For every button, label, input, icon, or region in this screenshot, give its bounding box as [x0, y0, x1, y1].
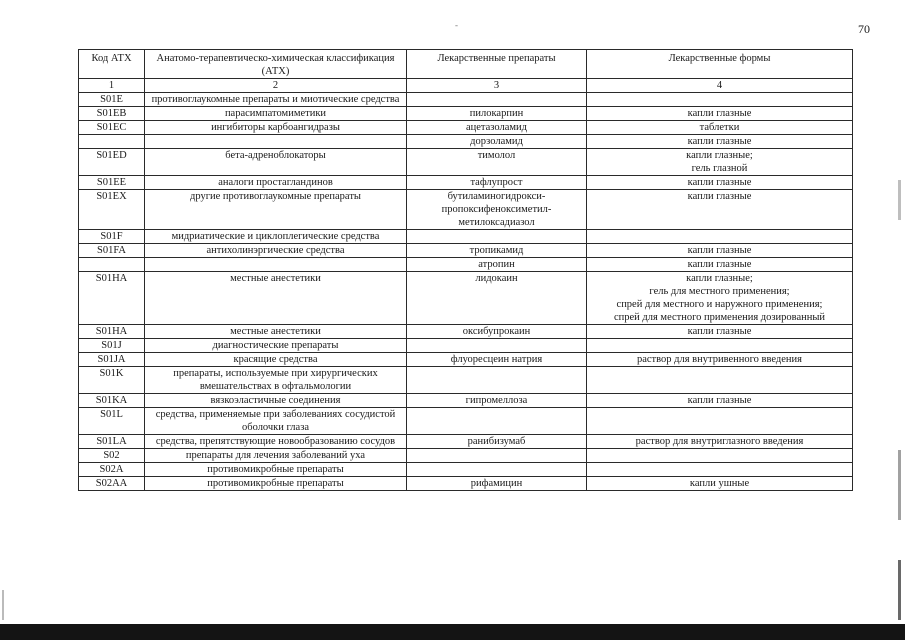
cell-atx-classification: противомикробные препараты	[145, 463, 407, 477]
cell-dosage-form: капли глазные	[587, 190, 853, 230]
cell-atx-code: S01EX	[79, 190, 145, 230]
table-row	[79, 121, 853, 135]
page-number: 70	[858, 22, 870, 36]
cell-atx-code: S01ED	[79, 149, 145, 176]
cell-atx-code: S01FA	[79, 244, 145, 258]
table-body	[79, 93, 853, 491]
cell-dosage-form	[587, 339, 853, 353]
cell-atx-code: S01JA	[79, 353, 145, 367]
cell-atx-classification: местные анестетики	[145, 272, 407, 325]
cell-drug: дорзоламид	[407, 135, 587, 149]
cell-drug: оксибупрокаин	[407, 325, 587, 339]
cell-dosage-form: капли глазные	[587, 394, 853, 408]
header-drugs: Лекарственные препараты	[407, 50, 587, 79]
cell-atx-code: S01L	[79, 408, 145, 435]
scan-edge-mark	[898, 180, 901, 220]
cell-drug: гипромеллоза	[407, 394, 587, 408]
cell-atx-code: S01HA	[79, 272, 145, 325]
table-header-row	[79, 50, 853, 79]
header-dosage-forms: Лекарственные формы	[587, 50, 853, 79]
cell-dosage-form: капли глазные	[587, 107, 853, 121]
table-row	[79, 435, 853, 449]
table-row	[79, 149, 853, 176]
table-row	[79, 176, 853, 190]
table-row	[79, 339, 853, 353]
cell-dosage-form: раствор для внутривенного введения	[587, 353, 853, 367]
cell-atx-classification: другие противоглаукомные препараты	[145, 190, 407, 230]
table-row	[79, 107, 853, 121]
scan-edge-mark	[898, 560, 901, 620]
cell-atx-code	[79, 258, 145, 272]
scan-speck	[2, 590, 4, 620]
cell-atx-classification: противоглаукомные препараты и миотические средства	[145, 93, 407, 107]
cell-drug: ранибизумаб	[407, 435, 587, 449]
cell-drug	[407, 93, 587, 107]
cell-atx-classification: парасимпатомиметики	[145, 107, 407, 121]
cell-dosage-form: капли глазные; гель глазной	[587, 149, 853, 176]
table-row	[79, 463, 853, 477]
table-row	[79, 353, 853, 367]
column-number: 3	[407, 79, 587, 93]
cell-atx-code: S02AA	[79, 477, 145, 491]
cell-drug: лидокаин	[407, 272, 587, 325]
table-row	[79, 325, 853, 339]
cell-dosage-form: капли глазные	[587, 244, 853, 258]
table-row	[79, 408, 853, 435]
cell-dosage-form	[587, 463, 853, 477]
table-row	[79, 477, 853, 491]
cell-drug: тафлупрост	[407, 176, 587, 190]
cell-atx-classification	[145, 258, 407, 272]
cell-dosage-form	[587, 93, 853, 107]
cell-dosage-form	[587, 367, 853, 394]
cell-dosage-form: капли ушные	[587, 477, 853, 491]
header-atx-code: Код АТХ	[79, 50, 145, 79]
cell-drug	[407, 463, 587, 477]
cell-drug: бутиламиногидрокси- пропоксифеноксиметил- метилоксадиазол	[407, 190, 587, 230]
cell-dosage-form: капли глазные	[587, 135, 853, 149]
cell-dosage-form	[587, 408, 853, 435]
cell-atx-code: S01F	[79, 230, 145, 244]
table-row	[79, 244, 853, 258]
cell-drug: тропикамид	[407, 244, 587, 258]
cell-drug: пилокарпин	[407, 107, 587, 121]
cell-atx-classification: диагностические препараты	[145, 339, 407, 353]
cell-dosage-form	[587, 230, 853, 244]
table-row	[79, 449, 853, 463]
table-row	[79, 190, 853, 230]
cell-dosage-form: капли глазные	[587, 258, 853, 272]
cell-atx-classification: вязкоэластичные соединения	[145, 394, 407, 408]
table-row	[79, 135, 853, 149]
cell-atx-classification: средства, препятствующие новообразованию сосудов	[145, 435, 407, 449]
atx-table	[78, 49, 853, 491]
cell-dosage-form: раствор для внутриглазного введения	[587, 435, 853, 449]
cell-atx-code: S01EC	[79, 121, 145, 135]
cell-drug: атропин	[407, 258, 587, 272]
cell-atx-classification: аналоги простагландинов	[145, 176, 407, 190]
cell-atx-classification: красящие средства	[145, 353, 407, 367]
scan-edge-mark	[898, 450, 901, 520]
cell-drug: рифамицин	[407, 477, 587, 491]
cell-atx-code: S01J	[79, 339, 145, 353]
cell-drug	[407, 408, 587, 435]
cell-atx-code: S01KA	[79, 394, 145, 408]
cell-atx-classification: средства, применяемые при заболеваниях сосудистой оболочки глаза	[145, 408, 407, 435]
cell-atx-classification: ингибиторы карбоангидразы	[145, 121, 407, 135]
cell-drug	[407, 367, 587, 394]
cell-drug	[407, 230, 587, 244]
cell-atx-classification: антихолинэргические средства	[145, 244, 407, 258]
header-atx-classification: Анатомо-терапевтическо-химическая классификация (АТХ)	[145, 50, 407, 79]
scan-bottom-band	[0, 624, 905, 640]
cell-dosage-form: таблетки	[587, 121, 853, 135]
column-number-row	[79, 79, 853, 93]
cell-drug: тимолол	[407, 149, 587, 176]
table-row	[79, 258, 853, 272]
table-row	[79, 394, 853, 408]
cell-atx-classification: препараты, используемые при хирургических вмешательствах в офтальмологии	[145, 367, 407, 394]
cell-atx-code: S01K	[79, 367, 145, 394]
cell-drug: ацетазоламид	[407, 121, 587, 135]
cell-atx-classification: препараты для лечения заболеваний уха	[145, 449, 407, 463]
cell-drug	[407, 339, 587, 353]
cell-atx-classification: бета-адреноблокаторы	[145, 149, 407, 176]
table-row	[79, 93, 853, 107]
cell-atx-classification: мидриатические и циклоплегические средства	[145, 230, 407, 244]
cell-atx-classification: местные анестетики	[145, 325, 407, 339]
cell-atx-code: S01EE	[79, 176, 145, 190]
column-number: 1	[79, 79, 145, 93]
cell-dosage-form: капли глазные	[587, 176, 853, 190]
cell-atx-code: S01EB	[79, 107, 145, 121]
column-number: 4	[587, 79, 853, 93]
table-row	[79, 230, 853, 244]
cell-atx-code: S02	[79, 449, 145, 463]
cell-atx-classification: противомикробные препараты	[145, 477, 407, 491]
column-number: 2	[145, 79, 407, 93]
cell-drug	[407, 449, 587, 463]
cell-atx-code: S02A	[79, 463, 145, 477]
scan-mark: -	[455, 20, 458, 30]
table-row	[79, 272, 853, 325]
cell-dosage-form: капли глазные; гель для местного применения; спрей для местного и наружного применения; спрей для местного применения дозированный	[587, 272, 853, 325]
cell-drug: флуоресцеин натрия	[407, 353, 587, 367]
cell-atx-code: S01E	[79, 93, 145, 107]
cell-atx-code: S01HA	[79, 325, 145, 339]
cell-atx-classification	[145, 135, 407, 149]
cell-dosage-form: капли глазные	[587, 325, 853, 339]
cell-atx-code	[79, 135, 145, 149]
cell-dosage-form	[587, 449, 853, 463]
table-row	[79, 367, 853, 394]
cell-atx-code: S01LA	[79, 435, 145, 449]
